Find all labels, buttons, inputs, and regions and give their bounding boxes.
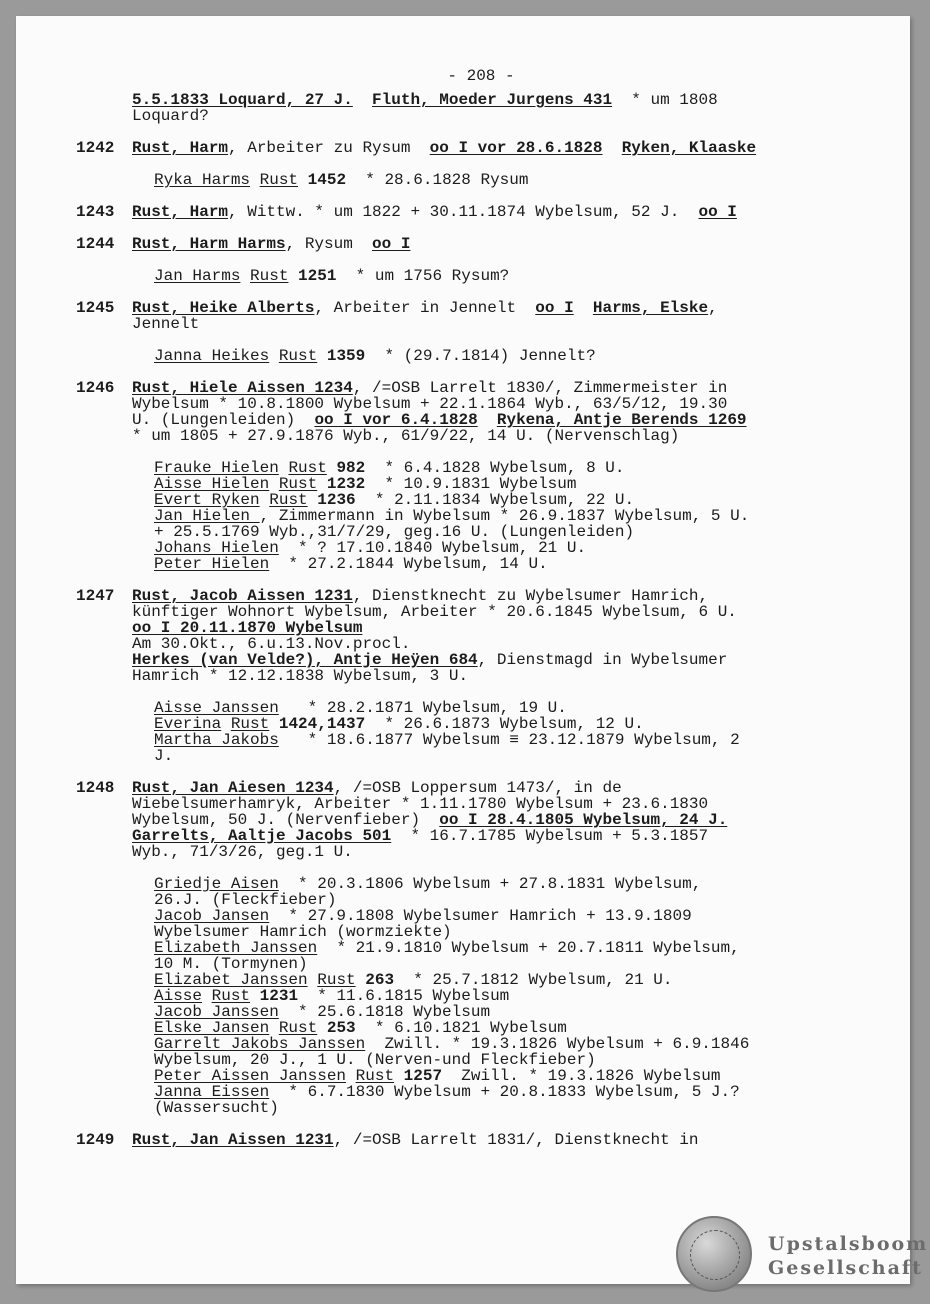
child-surname: Rust <box>317 971 356 989</box>
entry-number: 1245 <box>76 299 115 317</box>
text-line: Wybelsum * 10.8.1800 Wybelsum + 22.1.1864 Wyb., 63/5/12, 19.30 <box>132 395 728 413</box>
text-span: * 27.9.1808 Wybelsumer Hamrich + 13.9.1809 <box>288 907 692 925</box>
text-line: Wybelsumer Hamrich (wormziekte) <box>154 923 452 941</box>
person-name: Rust, Hiele Aissen 1234 <box>132 379 353 397</box>
child-name: Griedje Aisen <box>154 875 279 893</box>
child-line <box>154 508 866 524</box>
text-span: , <box>708 299 718 317</box>
entry-number: 1246 <box>76 379 115 397</box>
ref-number: 253 <box>326 1019 356 1037</box>
child-line <box>154 908 866 924</box>
children-list <box>132 700 866 764</box>
child-surname: Rust <box>230 715 270 733</box>
entry-number: 1249 <box>76 1131 115 1149</box>
entry-1248 <box>76 780 866 1116</box>
entry-1249 <box>76 1132 866 1148</box>
child-surname: Rust <box>269 491 308 509</box>
person-name: Rust, Harm <box>132 203 229 221</box>
child-name: Aisse Janssen <box>154 699 279 717</box>
text-span: * 11.6.1815 Wybelsum <box>317 987 510 1005</box>
marriage-info: oo I 28.4.1805 Wybelsum, 24 J. <box>439 811 728 829</box>
text-span: * 28.6.1828 Rysum <box>365 171 529 189</box>
entry-1244 <box>76 236 866 284</box>
marriage-info: oo I vor 6.4.1828 <box>314 411 478 429</box>
spouse-name: Herkes (van Velde?), Antje Heÿen 684 <box>132 651 478 669</box>
child-line <box>154 1020 866 1036</box>
child-line <box>154 492 866 508</box>
child-name: Elske Jansen <box>154 1019 270 1037</box>
child-surname: Rust <box>278 475 318 493</box>
child-name: Evert Ryken <box>154 491 260 509</box>
text-span: * um 1756 Rysum? <box>355 267 510 285</box>
text-span: Zwill. * 19.3.1826 Wybelsum + 6.9.1846 <box>384 1035 750 1053</box>
spouse-name: Harms, Elske <box>592 299 709 317</box>
text-line: Jennelt <box>132 315 200 333</box>
child-line <box>154 476 866 492</box>
marriage-info: oo I vor 28.6.1828 <box>429 139 603 157</box>
child-name: Frauke Hielen <box>154 459 279 477</box>
child-name: Peter Hielen <box>154 555 270 573</box>
spouse-name: Rykena, Antje Berends 1269 <box>496 411 747 429</box>
entry-number: 1242 <box>76 139 115 157</box>
text-span: * 25.7.1812 Wybelsum, 21 U. <box>413 971 673 989</box>
text-span: , Wittw. * um 1822 + 30.11.1874 Wybelsum, 52 J. <box>228 203 680 221</box>
text-span: U. (Lungenleiden) <box>132 411 296 429</box>
entry-1242 <box>76 140 866 188</box>
text-span: * 20.3.1806 Wybelsum + 27.8.1831 Wybelsum, <box>298 875 702 893</box>
child-surname: Rust <box>259 171 299 189</box>
child-name: Garrelt Jakobs Janssen <box>154 1035 366 1053</box>
society-logo <box>676 1216 929 1296</box>
text-span: * 2.11.1834 Wybelsum, 22 U. <box>374 491 635 509</box>
ref-number: 1452 <box>307 171 347 189</box>
entry-number: 1243 <box>76 203 115 221</box>
text-span: * ? 17.10.1840 Wybelsum, 21 U. <box>298 539 587 557</box>
text-span: * 25.6.1818 Wybelsum <box>298 1003 491 1021</box>
text-span: , /=OSB Larrelt 1831/, Dienstknecht in <box>333 1131 699 1149</box>
child-line <box>154 460 866 476</box>
child-line <box>154 556 866 572</box>
person-name: Rust, Harm Harms <box>132 235 286 253</box>
entry-number: 1244 <box>76 235 115 253</box>
text-span: * (29.7.1814) Jennelt? <box>384 347 596 365</box>
text-line: Am 30.Okt., 6.u.13.Nov.procl. <box>132 635 411 653</box>
ref-number: 1257 <box>403 1067 443 1085</box>
text-span: , Arbeiter zu Rysum <box>228 139 411 157</box>
child-name: Ryka Harms <box>154 171 251 189</box>
genealogy-text <box>76 68 866 1164</box>
spouse-name: Ryken, Klaaske <box>621 139 757 157</box>
text-line: künftiger Wohnort Wybelsum, Arbeiter * 20.6.1845 Wybelsum, 6 U. <box>132 603 737 621</box>
ref-number: 1251 <box>298 267 337 285</box>
child-name: Martha Jakobs <box>154 731 279 749</box>
text-span: * 6.10.1821 Wybelsum <box>374 1019 567 1037</box>
person-name: Rust, Jan Aissen 1231 <box>132 1131 334 1149</box>
ref-number: 982 <box>336 459 366 477</box>
child-line <box>154 1068 866 1084</box>
child-name: Aisse <box>154 987 203 1005</box>
entry-1243 <box>76 204 866 220</box>
text-line: 26.J. (Fleckfieber) <box>154 891 337 909</box>
text-span: * 6.4.1828 Wybelsum, 8 U. <box>384 459 625 477</box>
child-line <box>154 876 866 892</box>
child-line <box>154 732 866 748</box>
child-name: Jacob Janssen <box>154 1003 279 1021</box>
text-span: * 16.7.1785 Wybelsum + 5.3.1857 <box>410 827 709 845</box>
text-line: + 25.5.1769 Wyb.,31/7/29, geg.16 U. (Lungenleiden) <box>154 523 635 541</box>
child-line <box>132 172 866 188</box>
entry-1246 <box>76 380 866 572</box>
child-line <box>154 988 866 1004</box>
ref-number: 1236 <box>317 491 356 509</box>
text-span: Wybelsum, 50 J. (Nervenfieber) <box>132 811 421 829</box>
text-span: , Zimmermann in Wybelsum * 26.9.1837 Wybelsum, 5 U. <box>259 507 750 525</box>
text-line: Wybelsum, 20 J., 1 U. (Nerven-und Fleckfieber) <box>154 1051 596 1069</box>
text-line: J. <box>154 747 174 765</box>
logo-text <box>768 1232 928 1280</box>
children-list <box>132 876 866 1116</box>
marriage-info: oo I <box>698 203 737 221</box>
entry-number: 1248 <box>76 779 115 797</box>
ref-number: 1232 <box>326 475 366 493</box>
child-surname: Rust <box>250 267 289 285</box>
text-span: , Dienstknecht zu Wybelsumer Hamrich, <box>352 587 709 605</box>
text-span: * 26.6.1873 Wybelsum, 12 U. <box>384 715 644 733</box>
page-number: - 208 - <box>447 67 515 85</box>
child-line <box>154 540 866 556</box>
person-name: Rust, Harm <box>132 139 229 157</box>
text-span: * 28.2.1871 Wybelsum, 19 U. <box>307 699 567 717</box>
child-name: Janna Eissen <box>154 1083 270 1101</box>
child-name: Aisse Hielen <box>154 475 270 493</box>
children-list <box>132 460 866 572</box>
child-surname: Rust <box>211 987 251 1005</box>
person-name: Rust, Heike Alberts <box>132 299 315 317</box>
birth-info: * um 1808 <box>631 91 718 109</box>
text-line: 10 M. (Tormynen) <box>154 955 308 973</box>
child-line <box>154 1004 866 1020</box>
entry-1247 <box>76 588 866 764</box>
text-span: * 27.2.1844 Wybelsum, 14 U. <box>288 555 548 573</box>
child-surname: Rust <box>355 1067 395 1085</box>
ref-number: 1359 <box>326 347 366 365</box>
seal-icon <box>676 1216 752 1292</box>
child-line <box>154 940 866 956</box>
ref-number: 263 <box>365 971 395 989</box>
child-name: Jan Harms <box>154 267 241 285</box>
entry-1245 <box>76 300 866 364</box>
text-line: Wyb., 71/3/26, geg.1 U. <box>132 843 353 861</box>
ref-number: 1231 <box>259 987 299 1005</box>
child-name: Elizabeth Janssen <box>154 939 318 957</box>
text-span: Zwill. * 19.3.1826 Wybelsum <box>461 1067 721 1085</box>
child-name: Janna Heikes <box>154 347 270 365</box>
marriage-info: oo I <box>372 235 411 253</box>
child-name: Everina <box>154 715 222 733</box>
child-name: Johans Hielen <box>154 539 279 557</box>
child-line <box>154 1084 866 1100</box>
child-name: Elizabet Janssen <box>154 971 308 989</box>
child-line <box>132 348 866 364</box>
entry-continuation <box>76 92 866 124</box>
child-name: Peter Aissen Janssen <box>154 1067 347 1085</box>
logo-line-1: Upstalsboom <box>768 1233 929 1255</box>
spouse-name: Fluth, Moeder Jurgens 431 <box>372 91 613 109</box>
text-span: , Rysum <box>285 235 353 253</box>
child-name: Jan Hielen <box>154 507 260 525</box>
text-span: * 10.9.1831 Wybelsum <box>384 475 577 493</box>
text-line: Wiebelsumerhamryk, Arbeiter * 1.11.1780 Wybelsum + 23.6.1830 <box>132 795 709 813</box>
child-line <box>154 700 866 716</box>
entry-number: 1247 <box>76 587 115 605</box>
person-name: Rust, Jan Aiesen 1234 <box>132 779 334 797</box>
spouse-name: Garrelts, Aaltje Jacobs 501 <box>132 827 392 845</box>
child-surname: Rust <box>278 347 318 365</box>
child-line <box>132 268 866 284</box>
text-span: , /=OSB Loppersum 1473/, in de <box>333 779 622 797</box>
child-surname: Rust <box>278 1019 318 1037</box>
child-line <box>154 972 866 988</box>
child-surname: Rust <box>288 459 327 477</box>
text-span: * 21.9.1810 Wybelsum + 20.7.1811 Wybelsum, <box>336 939 740 957</box>
person-name: Rust, Jacob Aissen 1231 <box>132 587 353 605</box>
text-span: * 6.7.1830 Wybelsum + 20.8.1833 Wybelsum, 5 J.? <box>288 1083 740 1101</box>
child-name: Jacob Jansen <box>154 907 270 925</box>
child-line <box>154 716 866 732</box>
text-span: , /=OSB Larrelt 1830/, Zimmermeister in <box>352 379 728 397</box>
text-line: * um 1805 + 27.9.1876 Wyb., 61/9/22, 14 U. (Nervenschlag) <box>132 427 680 445</box>
text-span: , Dienstmagd in Wybelsumer <box>477 651 728 669</box>
text-line: Hamrich * 12.12.1838 Wybelsum, 3 U. <box>132 667 469 685</box>
text-span: * 18.6.1877 Wybelsum ≡ 23.12.1879 Wybelsum, 2 <box>307 731 740 749</box>
text-line: (Wassersucht) <box>154 1099 279 1117</box>
text-span: , Arbeiter in Jennelt <box>314 299 517 317</box>
text-line: Loquard? <box>132 107 209 125</box>
marriage-info: oo I 20.11.1870 Wybelsum <box>132 619 363 637</box>
ref-number: 1424,1437 <box>278 715 366 733</box>
logo-line-2: Gesellschaft <box>768 1257 923 1279</box>
child-line <box>154 1036 866 1052</box>
document-page <box>16 16 929 1284</box>
date-place: 5.5.1833 Loquard, 27 J. <box>132 91 353 109</box>
marriage-info: oo I <box>535 299 574 317</box>
